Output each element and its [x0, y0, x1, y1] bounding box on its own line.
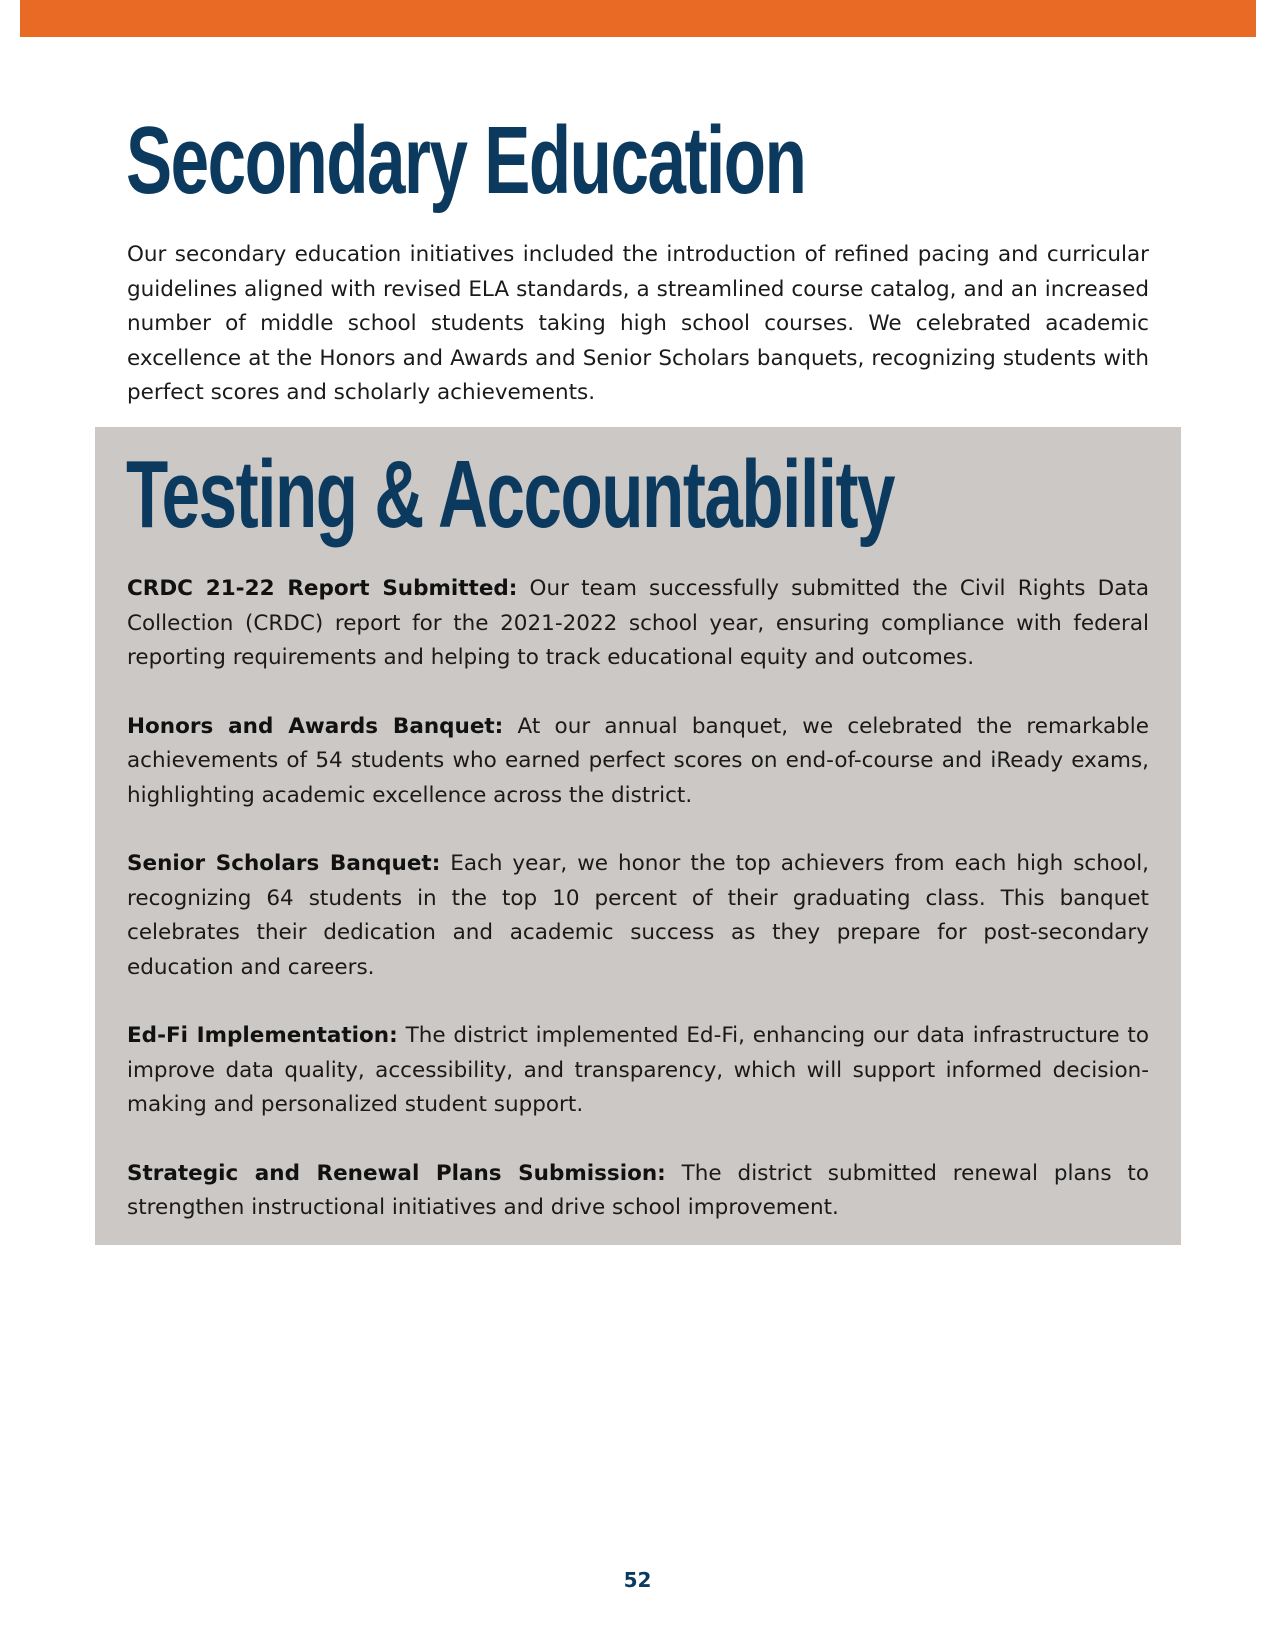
- item-text: At our annual banquet, we celebrated the remarkable achievements of 54 students who earned perfect scores on end-of-course and iReady exams, highlighting academic excellence across the district.: [127, 713, 1150, 808]
- top-accent-bar: [20, 0, 1256, 37]
- list-item: [127, 572, 1149, 676]
- list-item: [127, 710, 1149, 814]
- item-label: Ed-Fi Implementation:: [127, 1023, 398, 1048]
- item-label: Strategic and Renewal Plans Submission:: [127, 1160, 666, 1186]
- item-text: Each year, we honor the top achievers from each high school, recognizing 64 students in the top 10 percent of their graduating class. This banquet celebrates their dedication and academic success as they prepare for post-secondary education and careers.: [127, 851, 1149, 980]
- list-item: [127, 1157, 1149, 1226]
- secondary-education-body: Our secondary education initiatives included the introduction of refined pacing and curricular guidelines aligned with revised ELA standards, a streamlined course catalog, and an increased number of middle school students taking high school courses. We celebrated academic excellence at the Honors and Awards and Senior Scholars banquets, recognizing students with perfect scores and scholarly achievements.: [127, 242, 1149, 405]
- list-item: [127, 847, 1149, 985]
- item-text: The district implemented Ed-Fi, enhancing our data infrastructure to improve data quality, accessibility, and transparency, which will support informed decision-making and personalized student support.: [127, 1023, 1149, 1117]
- item-label: Senior Scholars Banquet:: [127, 851, 441, 876]
- testing-items-list: [127, 572, 1149, 1260]
- list-item: [127, 1019, 1149, 1123]
- item-text: Our team successfully submitted the Civil Rights Data Collection (CRDC) report for the 2021-2022 school year, ensuring compliance with federal reporting requirements and helping to track educational equity and outcomes.: [127, 576, 1149, 670]
- testing-accountability-heading: Testing & Accountability: [126, 441, 895, 548]
- item-label: Honors and Awards Banquet:: [127, 713, 504, 739]
- item-label: CRDC 21-22 Report Submitted:: [127, 576, 518, 601]
- page-number: 52: [623, 1568, 652, 1592]
- item-text: The district submitted renewal plans to strengthen instructional initiatives and drive school improvement.: [127, 1160, 1150, 1220]
- secondary-education-heading: Secondary Education: [126, 107, 806, 214]
